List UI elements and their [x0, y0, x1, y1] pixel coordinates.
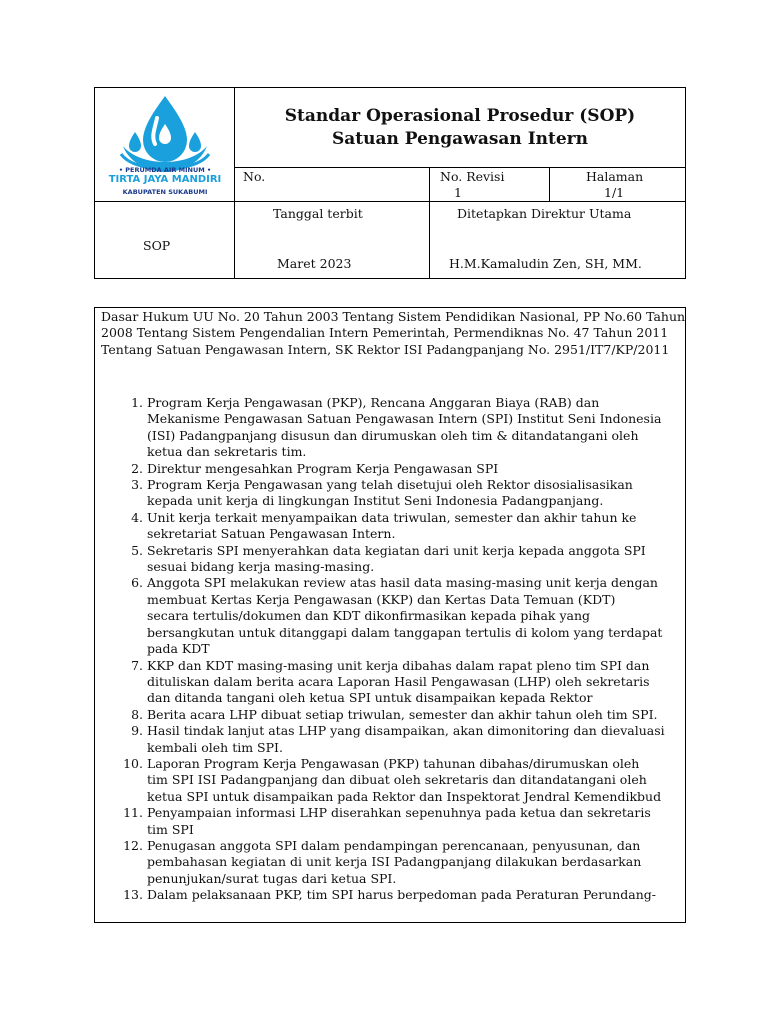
divider: [429, 168, 430, 202]
issue-date-value: Maret 2023: [277, 256, 352, 271]
revision-value: 1: [454, 185, 462, 200]
logo-company-name: TIRTA JAYA MANDIRI: [108, 174, 222, 185]
procedure-step: [95, 461, 685, 477]
procedure-step: [95, 477, 685, 510]
step-number: 8.: [131, 706, 143, 722]
step-text: Program Kerja Pengawasan yang telah disetujui oleh Rektor disosialisasikan kepada unit kerja di lingkungan Institut Seni Indonesia Padangpanjang.: [147, 477, 633, 509]
procedure-step: [95, 543, 685, 576]
number-label: No.: [243, 169, 266, 184]
step-text: Berita acara LHP dibuat setiap triwulan, semester dan akhir tahun oleh tim SPI.: [147, 706, 658, 722]
logo-tagline: • PERUMDA AIR MINUM •: [118, 166, 212, 174]
step-number: 6.: [131, 575, 143, 591]
procedure-list: [95, 395, 685, 904]
logo-region: KABUPATEN SUKABUMI: [122, 188, 208, 196]
divider: [95, 201, 685, 202]
divider: [549, 168, 550, 202]
step-text: Hasil tindak lanjut atas LHP yang disampaikan, akan dimonitoring dan dievaluasi kembali oleh tim SPI.: [147, 723, 665, 755]
procedure-step: [95, 805, 685, 838]
procedure-step: [95, 707, 685, 723]
step-number: 12.: [123, 837, 143, 853]
step-text: Unit kerja terkait menyampaikan data triwulan, semester dan akhir tahun ke sekretariat Satuan Pengawasan Intern.: [147, 509, 637, 542]
sop-header-table: [94, 87, 686, 279]
step-number: 11.: [123, 805, 143, 821]
company-logo: [95, 88, 235, 201]
step-text: Program Kerja Pengawasan (PKP), Rencana Anggaran Biaya (RAB) dan Mekanisme Pengawasan Satuan Pengawasan Intern (SPI) Institut Seni Indonesia (ISI) Padangpanjang disusun dan dirumuskan oleh tim & ditandatangani oleh ketua dan sekretaris tim.: [147, 395, 662, 460]
step-number: 4.: [131, 509, 143, 525]
step-text: Laporan Program Kerja Pengawasan (PKP) tahunan dibahas/dirumuskan oleh tim SPI ISI Padangpanjang dan dibuat oleh sekretaris dan ditandatangani oleh ketua SPI untuk disampaikan pada Rektor dan Inspektorat Jendral Kemendikbud: [147, 755, 662, 804]
approved-by-value: H.M.Kamaludin Zen, SH, MM.: [449, 256, 642, 271]
procedure-step: [95, 658, 685, 707]
sop-body: [94, 307, 686, 923]
step-text: Penyampaian informasi LHP diserahkan sepenuhnya pada ketua dan sekretaris tim SPI: [147, 805, 651, 837]
step-text: Anggota SPI melakukan review atas hasil data masing-masing unit kerja dengan membuat Kertas Kerja Pengawasan (KKP) dan Kertas Data Temuan (KDT) secara tertulis/dokumen dan KDT dikonfirmasikan kepada pihak yang bersangkutan untuk ditanggapi dalam tanggapan tertulis di kolom yang terdapat pada KDT: [147, 575, 663, 657]
step-number: 7.: [131, 657, 143, 673]
step-text: Dalam pelaksanaan PKP, tim SPI harus berpedoman pada Peraturan Perundang-: [147, 887, 657, 903]
step-number: 5.: [131, 542, 143, 558]
step-number: 3.: [131, 477, 143, 493]
step-number: 2.: [131, 460, 143, 476]
approved-by-label: Ditetapkan Direktur Utama: [457, 206, 632, 221]
step-number: 10.: [123, 755, 143, 771]
sop-label: SOP: [143, 238, 171, 253]
procedure-step: [95, 838, 685, 887]
legal-basis-paragraph: Dasar Hukum UU No. 20 Tahun 2003 Tentang Sistem Pendidikan Nasional, PP No.60 Tahun 2008 Tentang Sistem Pengendalian Intern Pemerintah, Permendiknas No. 47 Tahun 2011 Tentang Satuan Pengawasan Intern, SK Rektor ISI Padangpanjang No. 2951/IT7/KP/2011: [101, 309, 686, 357]
step-text: Penugasan anggota SPI dalam pendampingan perencanaan, penyusunan, dan pembahasan kegiatan di unit kerja ISI Padangpanjang dilakukan berdasarkan penunjukan/surat tugas dari ketua SPI.: [147, 837, 642, 886]
procedure-step: [95, 723, 685, 756]
divider: [429, 202, 430, 278]
revision-label: No. Revisi: [440, 169, 505, 184]
procedure-step: [95, 575, 685, 657]
procedure-step: [95, 756, 685, 805]
page-label: Halaman: [586, 169, 644, 184]
procedure-step: [95, 887, 685, 903]
procedure-step: [95, 395, 685, 461]
procedure-step: [95, 510, 685, 543]
step-text: Direktur mengesahkan Program Kerja Pengawasan SPI: [147, 460, 499, 476]
issue-date-label: Tanggal terbit: [273, 206, 363, 221]
step-number: 13.: [123, 887, 143, 903]
page-value: 1/1: [604, 185, 625, 200]
step-text: KKP dan KDT masing-masing unit kerja dibahas dalam rapat pleno tim SPI dan dituliskan dalam berita acara Laporan Hasil Pengawasan (LHP) oleh sekretaris dan ditanda tangani oleh ketua SPI untuk disampaikan kepada Rektor: [147, 657, 650, 706]
step-number: 9.: [131, 723, 143, 739]
document-title: Standar Operasional Prosedur (SOP) Satuan Pengawasan Intern: [284, 106, 636, 149]
step-text: Sekretaris SPI menyerahkan data kegiatan dari unit kerja kepada anggota SPI sesuai bidang kerja masing-masing.: [147, 542, 646, 575]
step-number: 1.: [131, 395, 143, 410]
